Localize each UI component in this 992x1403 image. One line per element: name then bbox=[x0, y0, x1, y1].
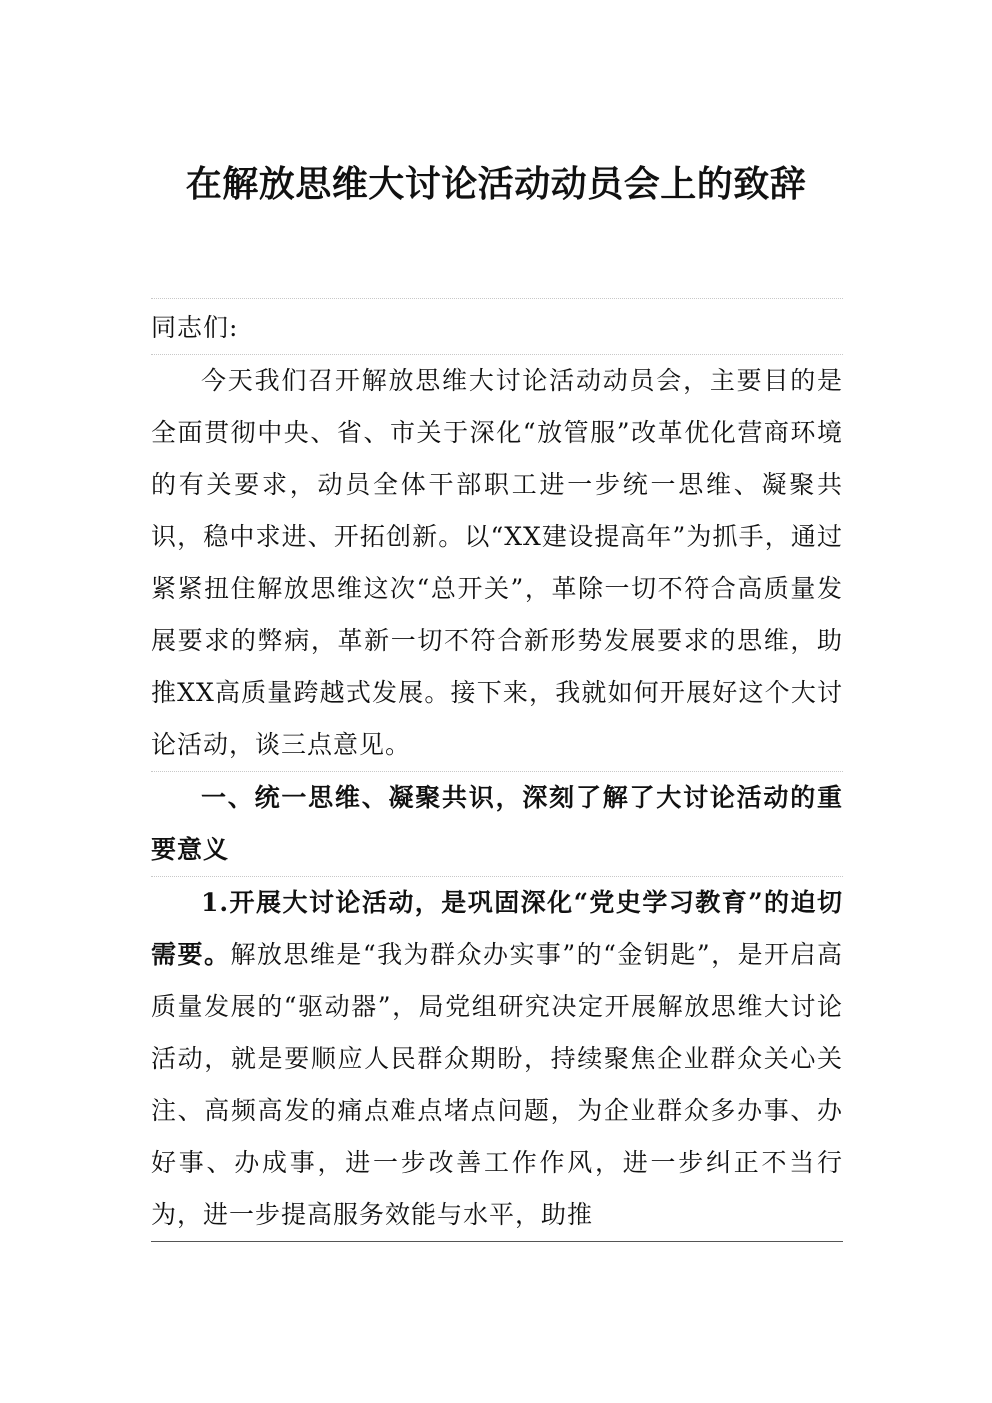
document-title: 在解放思维大讨论活动动员会上的致辞 bbox=[185, 163, 807, 205]
point-1-lead: 1.开展大讨论活动，是巩固深化“党史学习教育”的迫切需要。 bbox=[151, 888, 843, 969]
salutation: 同志们: bbox=[151, 313, 239, 342]
point-1-body: 解放思维是“我为群众办实事”的“金钥匙”，是开启高质量发展的“驱动器”，局党组研究决定开展解放思维大讨论活动，就是要顺应人民群众期盼，持续聚焦企业群众关心关注、高频高发的痛点难点堵点问题，为企业群众多办事、办好事、办成事，进一步改善工作作风，进一步纠正不当行为，进一步提高服务效能与水平，助推 bbox=[151, 940, 843, 1229]
point-1-paragraph bbox=[151, 877, 843, 1242]
opening-paragraph: 今天我们召开解放思维大讨论活动动员会，主要目的是全面贯彻中央、省、市关于深化“放管服”改革优化营商环境的有关要求，动员全体干部职工进一步统一思维、凝聚共识，稳中求进、开拓创新。以“XX建设提高年”为抓手，通过紧紧扭住解放思维这次“总开关”，革除一切不符合高质量发展要求的弊病，革新一切不符合新形势发展要求的思维，助推XX高质量跨越式发展。接下来，我就如何开展好这个大讨论活动，谈三点意见。 bbox=[151, 366, 843, 759]
document-body bbox=[151, 298, 843, 1242]
section-heading-1: 一、统一思维、凝聚共识，深刻了解了大讨论活动的重要意义 bbox=[151, 783, 843, 864]
